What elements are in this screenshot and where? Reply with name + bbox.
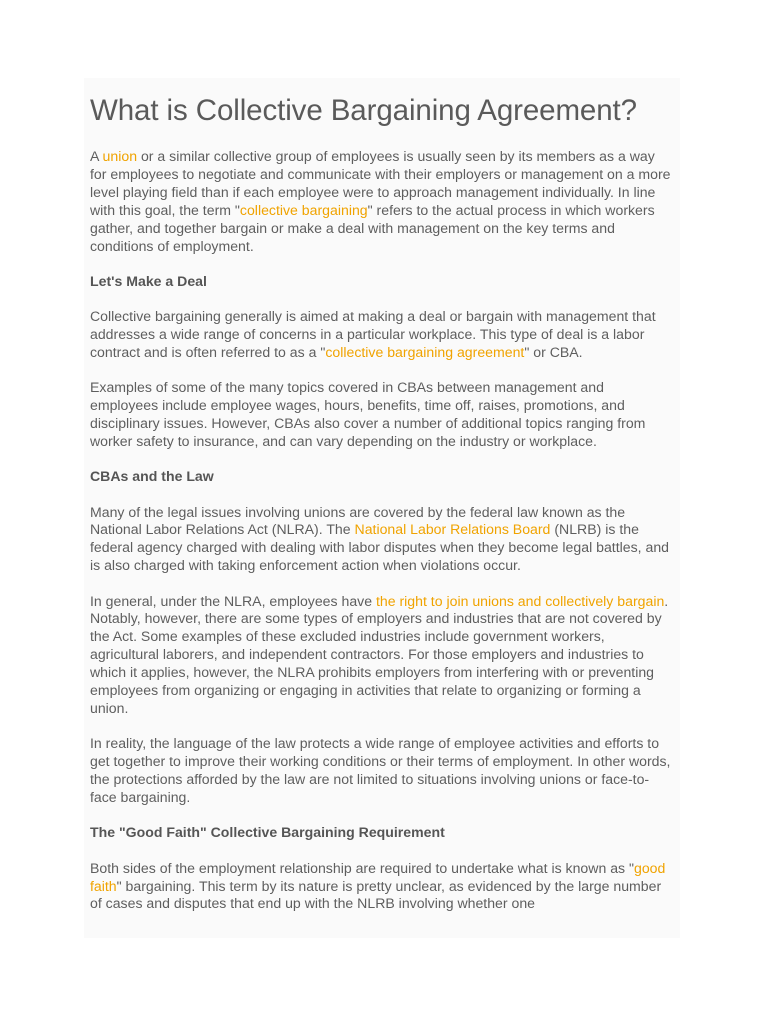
intro-paragraph <box>90 148 674 255</box>
paragraph-good-faith-1 <box>90 860 674 914</box>
paragraph-deal-2: Examples of some of the many topics covered in CBAs between management and employees include employee wages, hours, benefits, time off, raises, promotions, and disciplinary issues. However, CBAs also cover a number of additional topics ranging from worker safety to insurance, and can vary depending on the industry or workplace. <box>90 379 646 449</box>
text-span: In general, under the NLRA, employees have <box>90 592 376 609</box>
article-panel <box>84 78 680 938</box>
paragraph-deal-1 <box>90 308 674 362</box>
text-span: . Notably, however, there are some types of employers and industries that are not covered by the Act. Some examples of these excluded industries include government workers, agricultural laborers, and independent contractors. For those employers and industries to which it applies, however, the NLRA prohibits employers from interfering with or preventing employees from organizing or engaging in activities that relate to organizing or forming a union. <box>90 592 669 716</box>
link-collective-bargaining-agreement[interactable]: collective bargaining agreement <box>325 343 525 360</box>
text-span: or a similar collective group of employees is usually seen by its members as a way for employees to negotiate and communicate with their employers or management on a more level playing field than if each employee were to approach management individually. In line with this goal, the term " <box>90 148 671 218</box>
text-span: Both sides of the employment relationship are required to undertake what is known as " <box>90 859 634 876</box>
page-title: What is Collective Bargaining Agreement? <box>90 94 637 127</box>
section-heading-cbas-and-law: CBAs and the Law <box>90 468 214 485</box>
text-span: (NLRB) is the federal agency charged with dealing with labor disputes when they become legal battles, and is also charged with taking enforcement action when violations occur. <box>90 521 669 574</box>
text-span: A <box>90 148 103 164</box>
paragraph-law-1 <box>90 504 674 576</box>
link-good-faith[interactable]: good faith <box>90 859 666 894</box>
link-nlrb[interactable]: National Labor Relations Board <box>354 521 551 538</box>
link-collective-bargaining[interactable]: collective bargaining <box>239 201 368 218</box>
section-heading-make-a-deal: Let's Make a Deal <box>90 272 207 289</box>
paragraph-law-2 <box>90 593 674 718</box>
link-right-to-join-unions[interactable]: the right to join unions and collectively bargain <box>375 592 665 609</box>
section-heading-good-faith: The "Good Faith" Collective Bargaining Requirement <box>90 824 445 841</box>
text-span: Collective bargaining generally is aimed at making a deal or bargain with management that addresses a wide range of concerns in a particular workplace. This type of deal is a labor contract and is often referred to as a " <box>90 308 656 360</box>
link-union[interactable]: union <box>102 148 138 164</box>
text-span: Many of the legal issues involving unions are covered by the federal law known as the National Labor Relations Act (NLRA). The <box>90 503 626 538</box>
text-span: " bargaining. This term by its nature is pretty unclear, as evidenced by the large number of cases and disputes that end up with the NLRB involving whether one <box>90 877 662 912</box>
text-span: " refers to the actual process in which workers gather, and together bargain or make a deal with management on the key terms and conditions of employment. <box>90 201 655 254</box>
article-body <box>84 78 680 913</box>
paragraph-law-3: In reality, the language of the law protects a wide range of employee activities and efforts to get together to improve their working conditions or their terms of employment. In other words, the protections afforded by the law are not limited to situations involving unions or face-to-face bargaining. <box>90 735 671 806</box>
text-span: " or CBA. <box>524 343 583 360</box>
